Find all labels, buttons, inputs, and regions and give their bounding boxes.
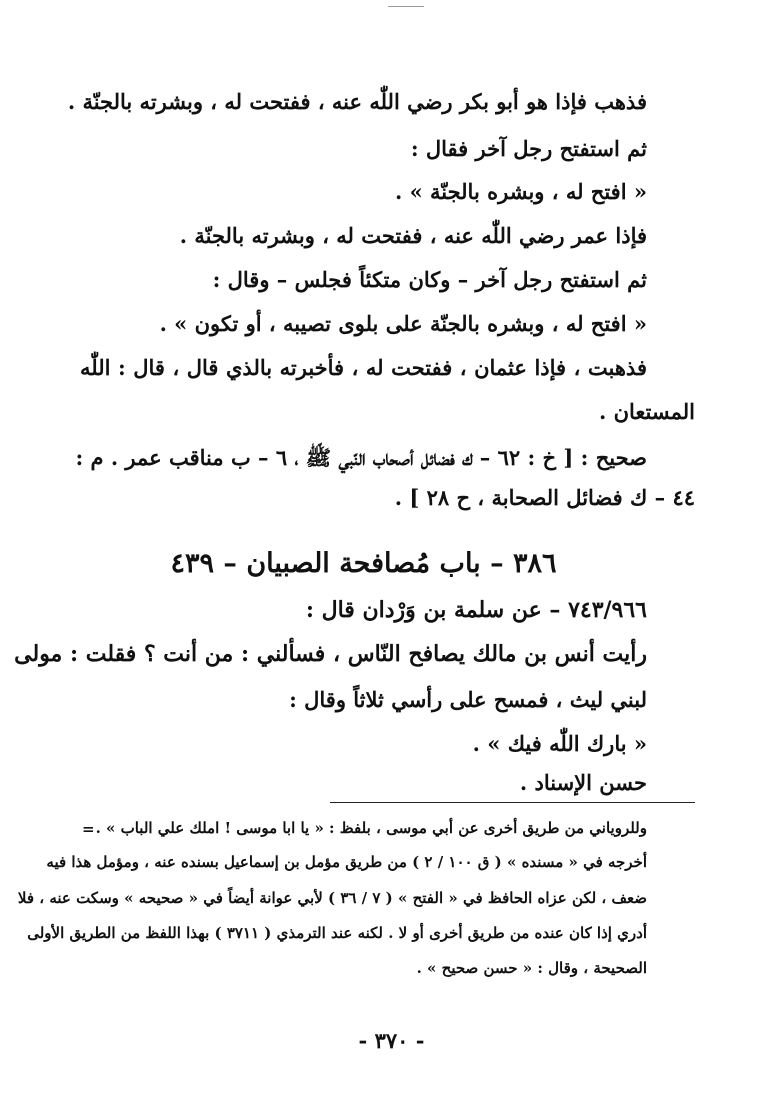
chapter-heading: ٣٨٦ – باب مُصافحة الصبيان – ٤٣٩	[170, 548, 557, 579]
footnote-line-4: أدري إذا كان عنده من طريق أخرى أو لا . لكنه عند الترمذي ( ٣٧١١ ) بهذا اللفظ من الطريق الأولى	[27, 924, 647, 942]
body-line-4: فإذا عمر رضي اللّٰه عنه ، ففتحت له ، وبشرته بالجنّة .	[179, 223, 647, 248]
hadith-line-1: رأيت أنس بن مالك يصافح النّاس ، فسألني : من أنت ؟ فقلت : مولى	[14, 641, 647, 667]
hadith-line-3: « بارك اللّٰه فيك » .	[472, 731, 647, 756]
source-line-2: ٤٤ – ك فضائل الصحابة ، ح ٢٨ ] .	[394, 485, 695, 510]
body-line-2: ثم استفتح رجل آخر فقال :	[410, 136, 647, 161]
page-number: - ٣٧٠ -	[358, 1028, 425, 1053]
body-line-1: فذهب فإذا هو أبو بكر رضي اللّٰه عنه ، ففتحت له ، وبشرته بالجنّة .	[67, 89, 647, 114]
footnote-line-1: وللروياني من طريق أخرى عن أبي موسى ، بلفظ : « يا ابا موسى ! املك علي الباب » .	[95, 819, 647, 837]
body-line-6: « افتح له ، وبشره بالجنّة على بلوى تصيبه ، أو تكون » .	[159, 311, 647, 336]
source-label: صحيح :	[580, 445, 647, 470]
body-line-7: فذهبت ، فإذا عثمان ، ففتحت له ، فأخبرته بالذي قال ، قال : اللّٰه	[80, 355, 647, 380]
body-line-8: المستعان .	[598, 399, 695, 424]
source-line-1	[75, 442, 647, 474]
body-line-5: ثم استفتح رجل آخر – وكان متكئاً فجلس – وقال :	[212, 267, 647, 292]
source-text-1: [ خ : ٦٢ – ك فضائل أصحاب النّبي ﷺ ، ٦ – ب مناقب عمر . م :	[75, 445, 574, 470]
body-line-3: « افتح له ، وبشره بالجنّة » .	[394, 179, 647, 204]
hadith-grade: حسن الإسناد .	[519, 770, 647, 795]
footnote-line-5: الصحيحة ، وقال : « حسن صحيح » .	[416, 959, 647, 977]
hadith-line-2: لبني ليث ، فمسح على رأسي ثلاثاً وقال :	[289, 687, 647, 712]
top-rule	[388, 6, 424, 7]
hadith-header	[80, 594, 647, 626]
footnote-continuation-mark: =	[82, 820, 95, 838]
footnote-line-2: أخرجه في « مسنده » ( ق ١٠٠ / ٢ ) من طريق مؤمل بن إسماعيل بسنده عنه ، ومؤمل هذا فيه	[46, 853, 647, 871]
hadith-number: ٧٤٣/٩٦٦	[568, 597, 647, 623]
footnote-separator	[330, 802, 695, 803]
footnote-line-3: ضعف ، لكن عزاه الحافظ في « الفتح » ( ٧ / ٣٦ ) لأبي عوانة أيضاً في « صحيحه » وسكت عنه ، فلا	[17, 889, 647, 907]
hadith-chain: – عن سلمة بن وَرْدان قال :	[305, 597, 569, 623]
